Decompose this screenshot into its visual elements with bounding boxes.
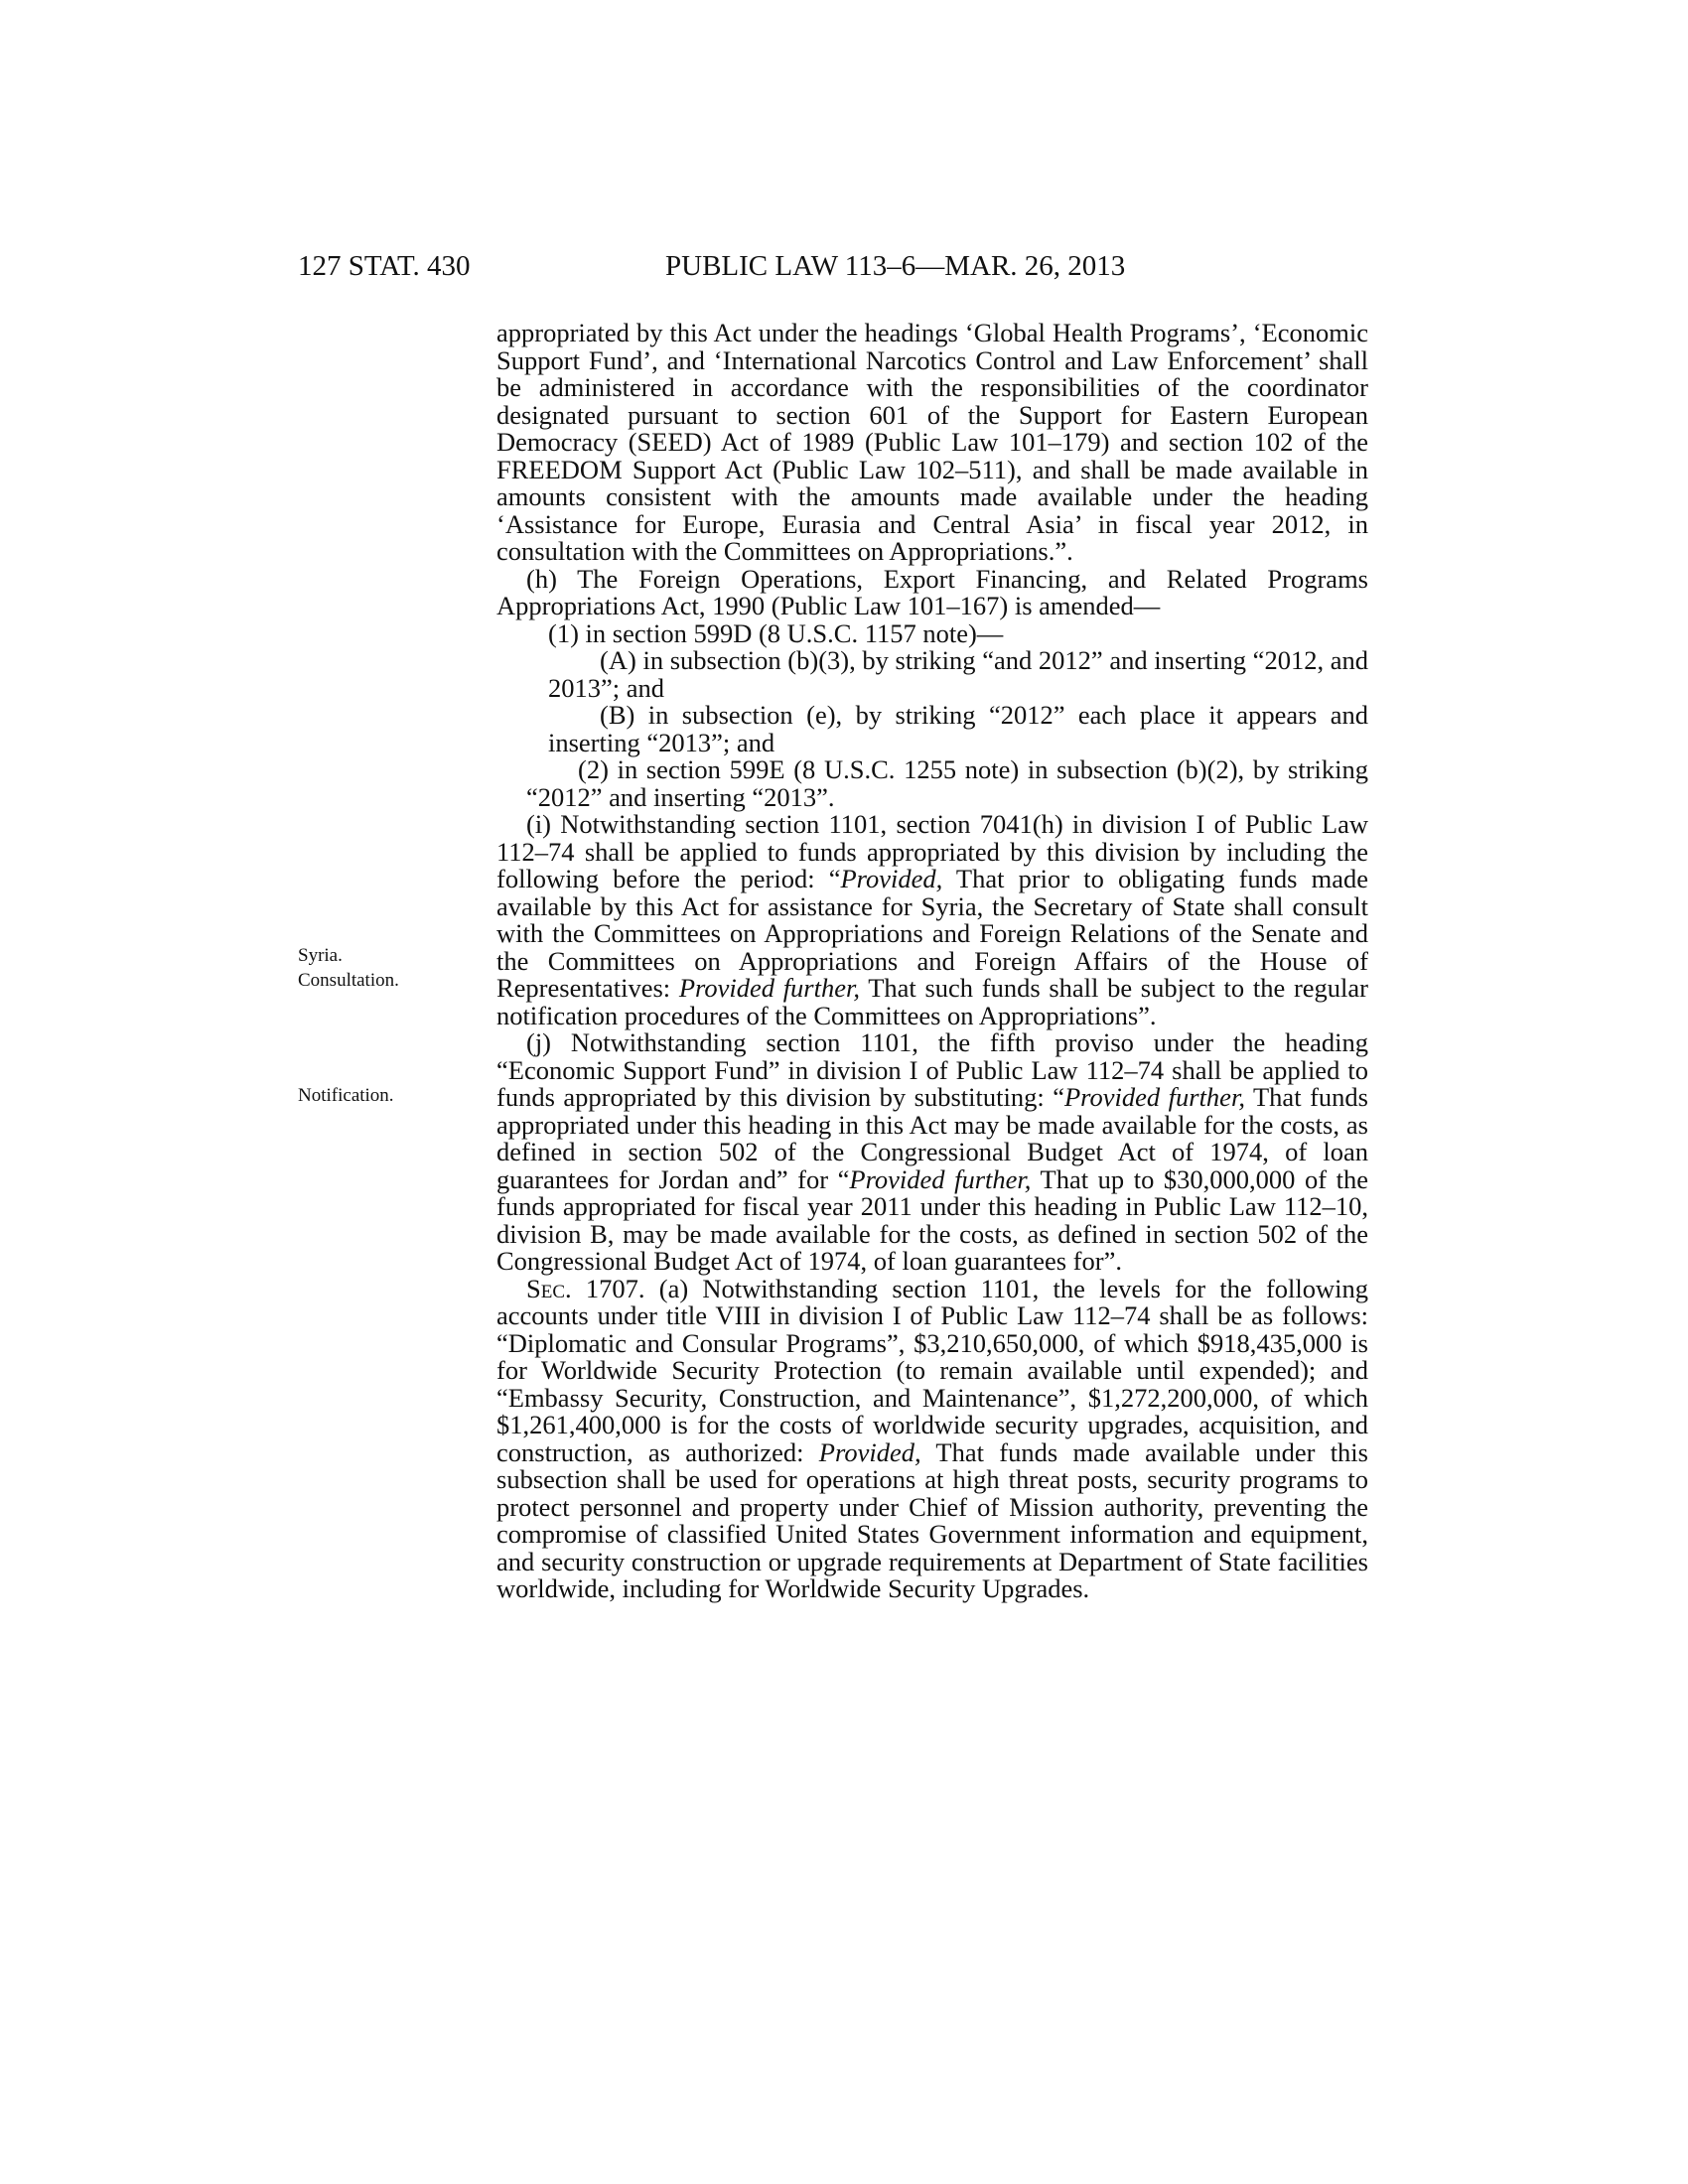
section-1707: Sec. 1707. (a) Notwithstanding section 1101, the levels for the following accounts under title VIII in division I of Public Law 112–74 shall be as follows: “Diplomatic and Consular Programs”, $3,210,650,000, of which $918,435,000 is for Worldwide Security Protection (to remain available until expended); and “Embassy Security, Construction, and Maintenance”, $1,272,200,000, of which $1,261,400,000 is for the costs of worldwide security upgrades, acquisition, and construction, as authorized: Provided, That funds made available under this subsection shall be used for operations at high threat posts, security programs to protect personnel and property under Chief of Mission authority, preventing the compromise of classified United States Government information and equipment, and security construction or upgrade requirements at Department of State facilities worldwide, including for Worldwide Security Upgrades. — [496, 1273, 1368, 1603]
paragraph-continued: appropriated by this Act under the headings ‘Global Health Programs’, ‘Economic Support Fund’, and ‘International Narcotics Control and Law Enforcement’ shall be administered in accordance with the responsibilities of the coordinator designated pursuant to section 601 of the Support for Eastern European Democracy (SEED) Act of 1989 (Public Law 101–179) and section 102 of the FREEDOM Support Act (Public Law 102–511), and shall be made available in amounts consistent with the amounts made available under the heading ‘Assistance for Europe, Eurasia and Central Asia’ in fiscal year 2012, in consultation with the Committees on Appropriations.”. — [496, 318, 1368, 566]
paragraph-h-1-B: (B) in subsection (e), by striking “2012” each place it appears and inserting “2013”; and — [548, 700, 1368, 757]
margin-note-consultation: Consultation. — [298, 970, 399, 991]
paragraph-j: (j) Notwithstanding section 1101, the fifth proviso under the heading “Economic Support Fund” in division I of Public Law 112–74 shall be applied to funds appropriated by this division by substituting: “Provided further, That funds appropriated under this heading in this Act may be made available for the costs, as defined in section 502 of the Congressional Budget Act of 1974, of loan guarantees for Jordan and” for “Provided further, That up to $30,000,000 of the funds appropriated for fiscal year 2011 under this heading in Public Law 112–10, division B, may be made available for the costs, as defined in section 502 of the Congressional Budget Act of 1974, of loan guarantees for”. — [496, 1027, 1368, 1276]
paragraph-h-1-A: (A) in subsection (b)(3), by striking “and 2012” and inserting “2012, and 2013”; and — [548, 645, 1368, 703]
running-title: PUBLIC LAW 113–6—MAR. 26, 2013 — [665, 250, 1126, 282]
margin-note-syria: Syria. — [298, 945, 343, 966]
statute-page-number: 127 STAT. 430 — [298, 250, 471, 282]
proviso-italic: Provided further, — [849, 1163, 1032, 1194]
proviso-italic: Provided, — [818, 1436, 921, 1467]
paragraph-i: (i) Notwithstanding section 1101, section 7041(h) in division I of Public Law 112–74 shall be applied to funds appropriated by this division by including the following before the period: “Provided, That prior to obligating funds made available by this Act for assistance for Syria, the Secretary of State shall consult with the Committees on Appropriations and Foreign Relations of the Senate and the Committees on Appropriations and Foreign Affairs of the House of Representatives: Provided further, That such funds shall be subject to the regular notification procedures of the Committees on Appropriations”. — [496, 809, 1368, 1030]
section-label: Sec. — [526, 1273, 572, 1303]
page-header — [298, 246, 1368, 286]
proviso-italic: Provided further, — [1063, 1082, 1245, 1112]
margin-note-notification: Notification. — [298, 1085, 394, 1106]
proviso-italic: Provided further, — [678, 973, 860, 1003]
proviso-italic: Provided, — [840, 864, 943, 893]
paragraph-h-1: (1) in section 599D (8 U.S.C. 1157 note)— — [548, 617, 1004, 648]
paragraph-h-2: (2) in section 599E (8 U.S.C. 1255 note) in subsection (b)(2), by striking “2012” and inserting “2013”. — [526, 754, 1368, 812]
document-body — [496, 320, 1368, 1603]
paragraph-h: (h) The Foreign Operations, Export Financing, and Related Programs Appropriations Act, 1990 (Public Law 101–167) is amended— — [496, 563, 1368, 620]
